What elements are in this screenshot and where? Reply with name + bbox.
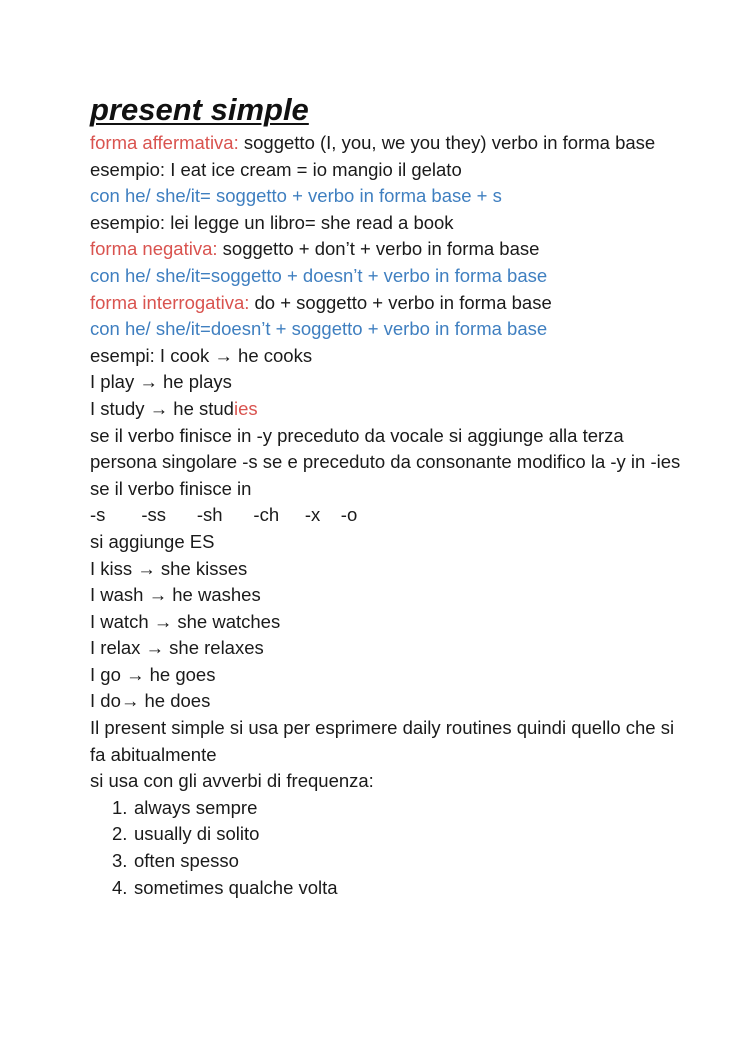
list-text: sometimes qualche volta <box>134 876 338 898</box>
example-line: I go → he goes <box>90 663 216 685</box>
page-title: present simple <box>90 92 309 127</box>
list-item <box>90 821 690 848</box>
endings-intro: se il verbo finisce in <box>90 477 252 499</box>
interrogative-form-text: do + soggetto + verbo in forma base <box>249 291 552 313</box>
third-person-rule: con he/ she/it= soggetto + verbo in forma base + s <box>90 185 502 207</box>
affirmative-form-text: soggetto (I, you, we you they) verbo in forma base <box>238 132 656 153</box>
example-line <box>90 396 690 423</box>
list-number: 2. <box>112 823 128 845</box>
example-line: I wash → he washes <box>90 584 261 606</box>
frequency-adverbs-list <box>90 795 690 901</box>
example-line: esempio: I eat ice cream = io mangio il gelato <box>90 158 462 180</box>
list-text: always sempre <box>134 796 258 818</box>
negative-third-person-rule: con he/ she/it=soggetto + doesn’t + verbo in forma base <box>90 264 548 286</box>
example-line: I do→ he does <box>90 690 211 712</box>
negative-form-label: forma negativa: <box>90 238 218 260</box>
affirmative-form-line <box>90 130 690 157</box>
examples-line: esempi: I cook → he cooks <box>90 344 313 366</box>
document-page <box>90 90 690 901</box>
list-text: often spesso <box>134 850 239 872</box>
list-item <box>90 875 690 902</box>
list-text: usually di solito <box>134 823 260 845</box>
endings-list: -s -ss -sh -ch -x -o <box>90 504 358 526</box>
y-rule-paragraph: se il verbo finisce in -y preceduto da vocale si aggiunge alla terza persona singolare -s se e preceduto da consonante modifico la -y in -ies <box>90 424 681 473</box>
negative-form-text: soggetto + don’t + verbo in forma base <box>217 238 540 260</box>
highlighted-suffix: ies <box>233 397 258 419</box>
example-line: I relax → she relaxes <box>90 637 264 659</box>
interrogative-form-label: forma interrogativa: <box>90 291 250 313</box>
list-number: 4. <box>112 876 128 898</box>
list-number: 1. <box>112 796 128 818</box>
list-item <box>90 848 690 875</box>
example-line: I kiss → she kisses <box>90 557 248 579</box>
frequency-intro: si usa con gli avverbi di frequenza: <box>90 770 374 792</box>
list-item <box>90 795 690 822</box>
es-rule: si aggiunge ES <box>90 530 215 552</box>
example-line: esempio: lei legge un libro= she read a book <box>90 211 454 233</box>
example-line: I watch → she watches <box>90 610 281 632</box>
negative-form-line <box>90 236 690 263</box>
usage-paragraph: Il present simple si usa per esprimere daily routines quindi quello che si fa abitualmente <box>90 717 680 765</box>
affirmative-form-label: forma affermativa: <box>90 132 239 153</box>
interrogative-third-person-rule: con he/ she/it=doesn’t + soggetto + verbo in forma base <box>90 318 548 340</box>
example-text: I study → he stud <box>90 397 234 419</box>
example-line: I play → he plays <box>90 371 232 393</box>
list-number: 3. <box>112 850 128 872</box>
interrogative-form-line <box>90 290 690 317</box>
